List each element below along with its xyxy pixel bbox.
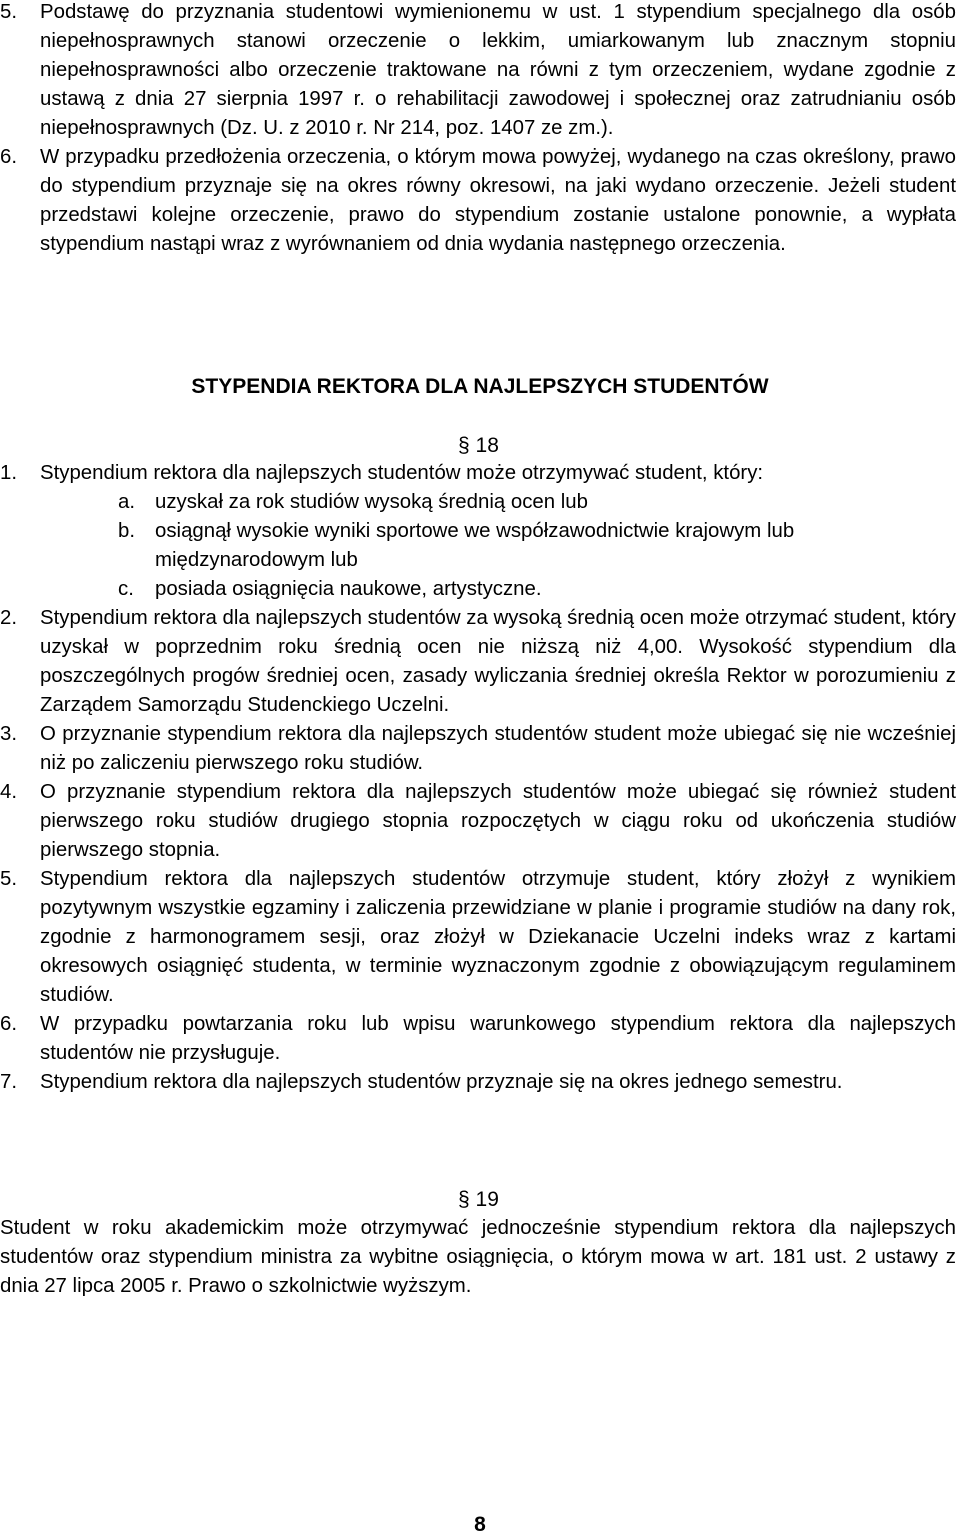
page-number: 8	[474, 1513, 486, 1536]
section-number-19: § 19	[458, 1188, 499, 1211]
sub-item-letter: a.	[118, 491, 136, 513]
sub-list-item	[0, 517, 956, 575]
list-item	[0, 720, 956, 778]
item-number: 4.	[0, 781, 18, 803]
list-item	[0, 604, 956, 720]
sub-item-letter: b.	[118, 520, 136, 542]
item-number: 3.	[0, 723, 18, 745]
list-top	[0, 0, 956, 259]
list-item	[0, 778, 956, 865]
item-text: O przyznanie stypendium rektora dla najlepszych studentów może ubiegać się również student pierwszego roku studiów drugiego stopnia rozpoczętych w ciągu roku od ukończenia studiów pierwszego stopnia.	[40, 781, 956, 861]
item-number: 1.	[0, 462, 18, 484]
paragraph-text: Student w roku akademickim może otrzymywać jednocześnie stypendium rektora dla najlepszych studentów oraz stypendium ministra za wybitne osiągnięcia, o którym mowa w art. 181 ust. 2 ustawy z dnia 27 lipca 2005 r. Prawo o szkolnictwie wyższym.	[0, 1217, 956, 1297]
item-number: 5.	[0, 1, 18, 23]
sub-list-item	[0, 575, 956, 604]
list-item	[0, 459, 956, 488]
item-text: W przypadku przedłożenia orzeczenia, o którym mowa powyżej, wydanego na czas określony, prawo do stypendium przyznaje się na okres równy okresowi, na jaki wydano orzeczenie. Jeżeli student przedstawi kolejne orzeczenie, prawo do stypendium zostanie ustalone ponownie, a wypłata stypendium nastąpi wraz z wyrównaniem od dnia wydania następnego orzeczenia.	[40, 146, 956, 255]
sub-item-text: osiągnął wysokie wyniki sportowe we współzawodnictwie krajowym lub międzynarodowym lub	[155, 520, 795, 571]
item-text: Podstawę do przyznania studentowi wymienionemu w ust. 1 stypendium specjalnego dla osób niepełnosprawnych stanowi orzeczenie o lekkim, umiarkowanym lub znacznym stopniu niepełnosprawności albo orzeczenie traktowane na równi z tym orzeczeniem, wydane zgodnie z ustawą z dnia 27 sierpnia 1997 r. o rehabilitacji zawodowej i społecznej oraz zatrudnianiu osób niepełnosprawnych (Dz. U. z 2010 r. Nr 214, poz. 1407 ze zm.).	[40, 1, 956, 139]
sub-item-text: uzyskał za rok studiów wysoką średnią ocen lub	[155, 491, 588, 513]
item-text: Stypendium rektora dla najlepszych studentów otrzymuje student, który złożył z wynikiem pozytywnym wszystkie egzaminy i zaliczenia przewidziane w planie i programie studiów na dany rok, zgodnie z harmonogramem sesji, oraz złożył w Dziekanacie Uczelni indeks wraz z kartami okresowych osiągnięć studenta, w terminie wyznaczonym zgodnie z obowiązującym regulaminem studiów.	[40, 868, 956, 1006]
section-number-18: § 18	[458, 434, 499, 457]
item-text: O przyznanie stypendium rektora dla najlepszych studentów student może ubiegać się nie wcześniej niż po zaliczeniu pierwszego roku studiów.	[40, 723, 956, 774]
item-text: W przypadku powtarzania roku lub wpisu warunkowego stypendium rektora dla najlepszych studentów nie przysługuje.	[40, 1013, 956, 1064]
list-main	[0, 459, 956, 1097]
sub-item-letter: c.	[118, 578, 134, 600]
list-item	[0, 1010, 956, 1068]
list-item	[0, 0, 956, 143]
list-item	[0, 865, 956, 1010]
item-text: Stypendium rektora dla najlepszych studentów przyznaje się na okres jednego semestru.	[40, 1071, 843, 1093]
item-number: 6.	[0, 146, 18, 168]
section-heading: STYPENDIA REKTORA DLA NAJLEPSZYCH STUDENTÓW	[191, 375, 769, 398]
list-item	[0, 1068, 956, 1097]
item-number: 6.	[0, 1013, 18, 1035]
item-number: 2.	[0, 607, 18, 629]
item-text: Stypendium rektora dla najlepszych studentów za wysoką średnią ocen może otrzymać student, który uzyskał w poprzednim roku średnią ocen nie niższą niż 4,00. Wysokość stypendium dla poszczególnych progów średniej ocen, zasady wyliczania średniej określa Rektor w porozumieniu z Zarządem Samorządu Studenckiego Uczelni.	[40, 607, 956, 716]
item-number: 7.	[0, 1071, 18, 1093]
sub-list-item	[0, 488, 956, 517]
list-item	[0, 143, 956, 259]
item-text: Stypendium rektora dla najlepszych studentów może otrzymywać student, który:	[40, 462, 764, 484]
sub-item-text: posiada osiągnięcia naukowe, artystyczne.	[155, 578, 542, 600]
paragraph-19	[0, 1214, 956, 1301]
item-number: 5.	[0, 868, 18, 890]
